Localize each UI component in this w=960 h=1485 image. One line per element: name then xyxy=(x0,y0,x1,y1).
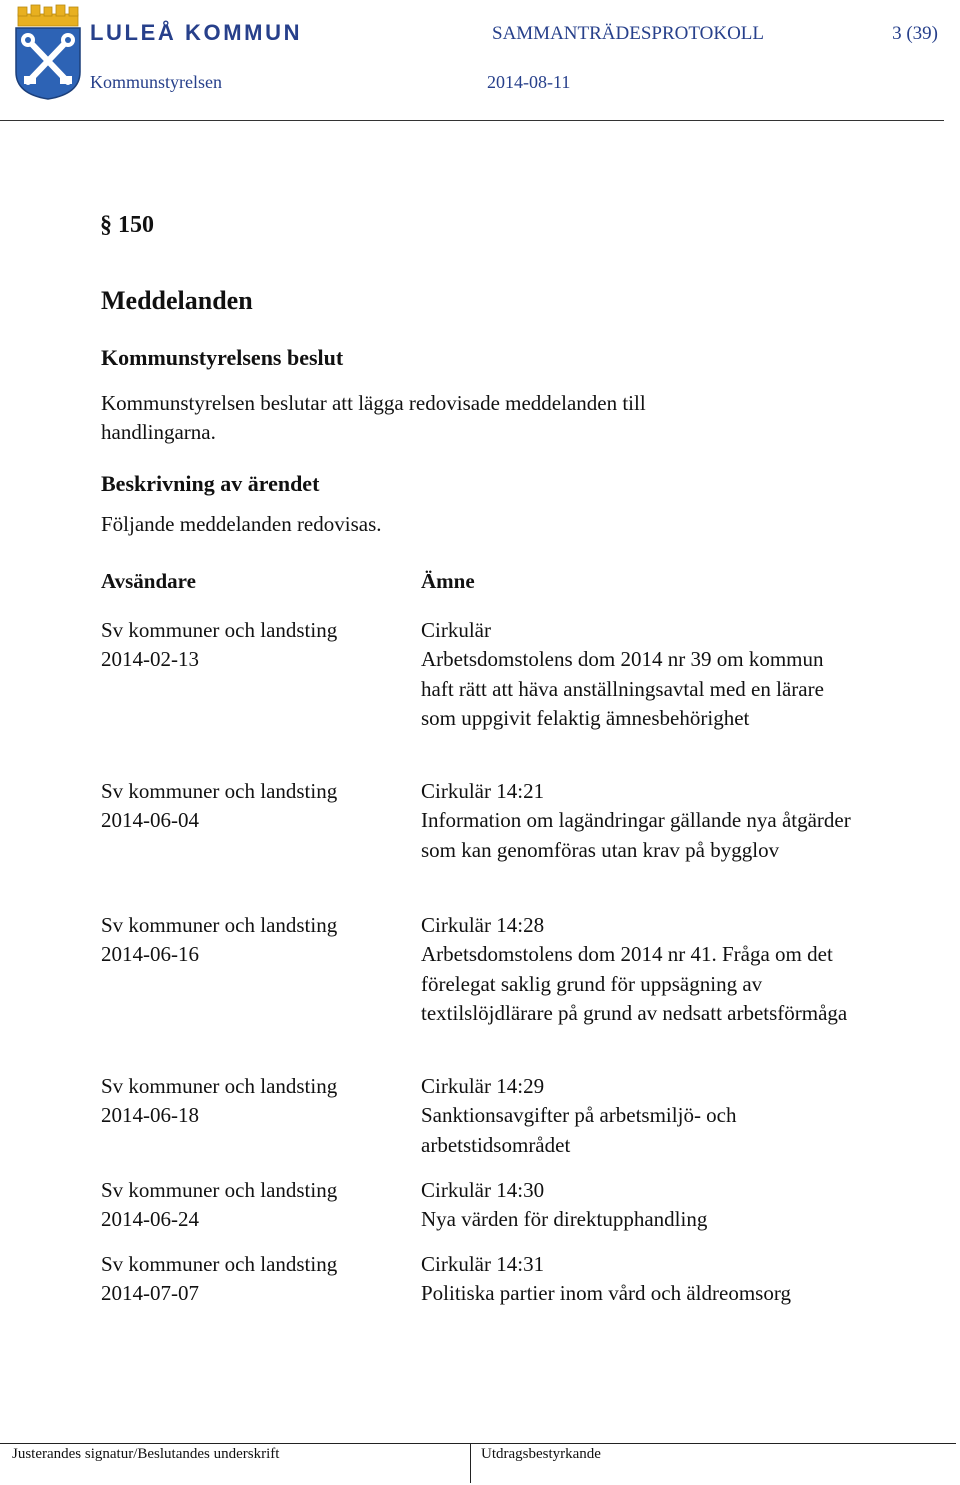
message-sender: Sv kommuner och landsting xyxy=(101,1074,338,1098)
message-subject-cell xyxy=(421,777,871,865)
message-sender: Sv kommuner och landsting xyxy=(101,618,338,642)
decision-heading: Kommunstyrelsens beslut xyxy=(101,345,344,370)
message-date: 2014-02-13 xyxy=(101,647,199,672)
footer-column-divider xyxy=(470,1443,471,1483)
message-date: 2014-06-16 xyxy=(101,942,199,967)
extract-certification-label: Utdragsbestyrkande xyxy=(481,1446,601,1462)
column-header-sender: Avsändare xyxy=(101,569,196,593)
message-text: Sanktionsavgifter på arbetsmiljö- och arbetstidsområdet xyxy=(421,1103,737,1157)
message-text: Nya värden för direktupphandling xyxy=(421,1207,708,1232)
message-date: 2014-06-24 xyxy=(101,1207,199,1232)
message-text: Arbetsdomstolens dom 2014 nr 41. Fråga om det förelegat saklig grund för uppsägning av textilslöjdlärare på grund av nedsatt arbetsförmåga xyxy=(421,942,848,1026)
message-circular: Cirkulär 14:30 xyxy=(421,1178,545,1202)
message-text: Information om lagändringar gällande nya åtgärder som kan genomföras utan krav på bygglov xyxy=(421,808,851,862)
page-number: 3 (39) xyxy=(892,23,938,44)
meeting-date: 2014-08-11 xyxy=(487,72,571,92)
message-sender-cell xyxy=(101,911,401,970)
message-text: Politiska partier inom vård och äldreomsorg xyxy=(421,1281,791,1306)
message-subject-cell xyxy=(421,911,871,1029)
message-subject-cell xyxy=(421,1176,871,1235)
decision-text: Kommunstyrelsen beslutar att lägga redovisade meddelanden till handlingarna. xyxy=(101,391,646,444)
message-sender: Sv kommuner och landsting xyxy=(101,1252,338,1276)
message-sender-cell xyxy=(101,1176,401,1235)
signature-label: Justerandes signatur/Beslutandes underskrift xyxy=(12,1446,280,1462)
message-sender-cell xyxy=(101,1250,401,1309)
document-type: SAMMANTRÄDESPROTOKOLL xyxy=(492,23,765,44)
message-circular: Cirkulär 14:28 xyxy=(421,913,545,937)
message-subject-cell xyxy=(421,616,871,734)
message-sender: Sv kommuner och landsting xyxy=(101,779,338,803)
committee-name: Kommunstyrelsen xyxy=(90,72,222,92)
organization-name: LULEÅ KOMMUN xyxy=(90,20,303,45)
message-circular: Cirkulär 14:31 xyxy=(421,1252,545,1276)
crown-icon xyxy=(18,5,78,26)
message-sender-cell xyxy=(101,777,401,836)
message-subject-cell xyxy=(421,1250,871,1309)
message-text: Arbetsdomstolens dom 2014 nr 39 om kommun haft rätt att häva anställningsavtal med en lärare som uppgivit felaktig ämnesbehörighet xyxy=(421,647,824,731)
section-number: § 150 xyxy=(100,212,154,238)
message-date: 2014-06-18 xyxy=(101,1103,199,1128)
message-subject-cell xyxy=(421,1072,871,1160)
message-circular: Cirkulär xyxy=(421,618,491,642)
message-date: 2014-07-07 xyxy=(101,1281,199,1306)
column-header-subject: Ämne xyxy=(421,569,475,593)
luleå-kommun-crest-logo xyxy=(14,4,82,100)
message-sender: Sv kommuner och landsting xyxy=(101,913,338,937)
message-circular: Cirkulär 14:29 xyxy=(421,1074,545,1098)
header-divider xyxy=(0,120,944,121)
description-text: Följande meddelanden redovisas. xyxy=(101,512,382,536)
description-heading: Beskrivning av ärendet xyxy=(101,471,320,496)
message-sender: Sv kommuner och landsting xyxy=(101,1178,338,1202)
message-sender-cell xyxy=(101,616,401,675)
section-title: Meddelanden xyxy=(101,286,253,315)
footer-divider xyxy=(0,1443,956,1444)
message-sender-cell xyxy=(101,1072,401,1131)
message-circular: Cirkulär 14:21 xyxy=(421,779,545,803)
message-date: 2014-06-04 xyxy=(101,808,199,833)
